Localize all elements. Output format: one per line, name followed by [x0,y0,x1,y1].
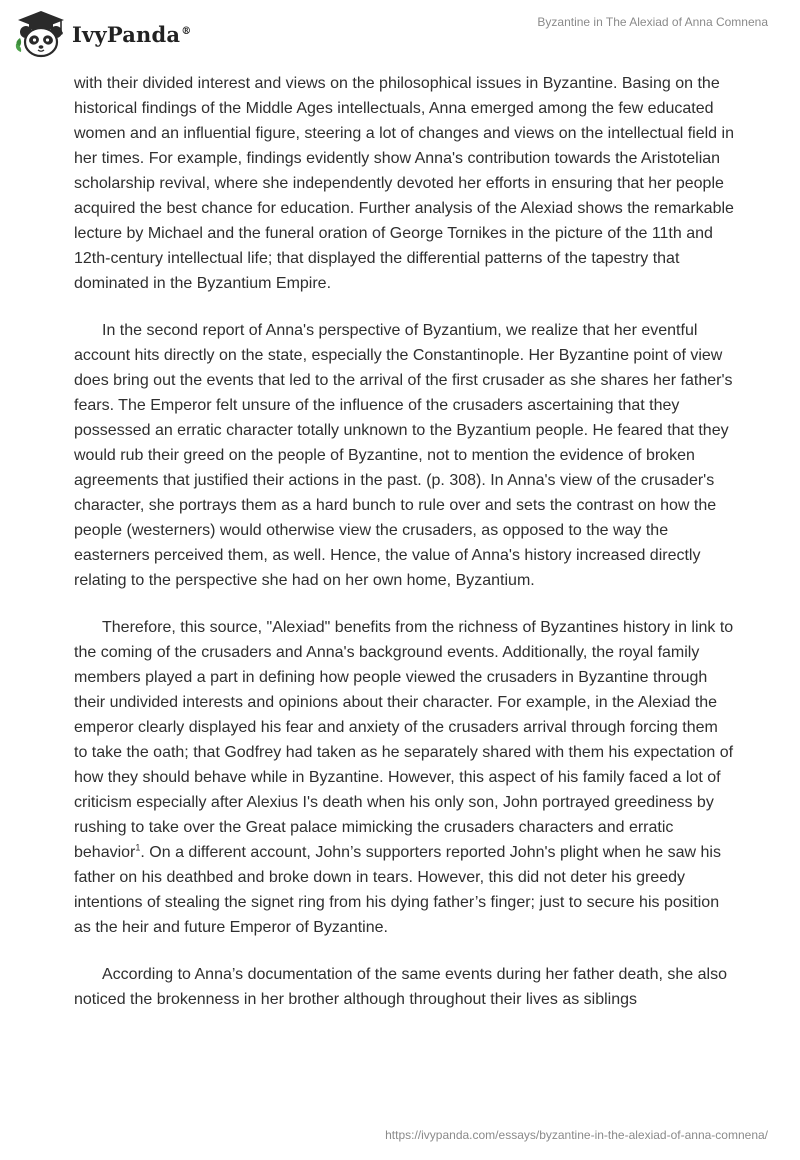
essay-body [74,71,734,1034]
ivypanda-logo[interactable] [12,8,191,60]
registered-mark: ® [181,25,192,37]
source-url[interactable]: https://ivypanda.com/essays/byzantine-in-the-alexiad-of-anna-comnena/ [385,1128,768,1142]
paragraph-1: with their divided interest and views on the philosophical issues in Byzantine. Basing on the historical findings of the Middle Ages intellectuals, Anna emerged among the few educated women and an influential figure, steering a lot of changes and views on the intellectual field in her times. For example, findings evidently show Anna's contribution towards the Aristotelian scholarship revival, where she independently devoted her efforts in ensuring that her people acquired the best chance for education. Further analysis of the Alexiad shows the remarkable lecture by Michael and the funeral oration of George Tornikes in the picture of the 11th and 12th-century intellectual life; that displayed the differential patterns of the tapestry that dominated in the Byzantium Empire. [74,75,734,292]
paragraph-3 [74,615,734,940]
document-title: Byzantine in The Alexiad of Anna Comnena [537,15,768,29]
paragraph-3-text-b: . On a different account, John’s supporters reported John's plight when he saw his father on his deathbed and broke down in tears. However, this did not deter his greedy intentions of stealing the signet ring from his dying father’s finger; just to secure his position as the heir and future Emperor of Byzantine. [74,844,721,936]
paragraph-3-text-a: Therefore, this source, "Alexiad" benefits from the richness of Byzantines history in link to the coming of the crusaders and Anna's background events. Additionally, the royal family members played a part in defining how people viewed the crusaders in Byzantine through their undivided interests and opinions about their character. For example, in the Alexiad the emperor clearly displayed his fear and anxiety of the crusaders arrival through forcing them to take the oath; that Godfrey had taken as he separately shared with them his expectation of how they should behave while in Byzantine. However, this aspect of his family faced a lot of criticism especially after Alexius I's death when his only son, John portrayed greediness by rushing to take over the Great palace mimicking the crusaders characters and erratic behavior [74,619,734,861]
page-header [0,0,800,70]
paragraph-4: According to Anna’s documentation of the same events during her father death, she also noticed the brokenness in her brother although throughout their lives as siblings [74,966,727,1008]
footnote-marker[interactable]: 1 [135,842,141,853]
brand-name: IvyPanda® [72,21,192,47]
paragraph-2: In the second report of Anna's perspective of Byzantium, we realize that her eventful account hits directly on the state, especially the Constantinople. Her Byzantine point of view does bring out the events that led to the arrival of the first crusader as she shares her father's fears. The Emperor felt unsure of the influence of the crusaders ascertaining that they possessed an erratic character totally unknown to the Byzantium people. He feared that they would rub their greed on the people of Byzantine, not to mention the evidence of broken agreements that justified their actions in the past. (p. 308). In Anna's view of the crusader's character, she portrays them as a hard bunch to rule over and sets the contrast on how the people (westerners) would otherwise view the crusaders, as opposed to the way the easterners perceived them, as well. Hence, the value of Anna's history increased directly relating to the perspective she had on her own home, Byzantium. [74,322,733,589]
panda-graduate-icon [12,8,70,60]
